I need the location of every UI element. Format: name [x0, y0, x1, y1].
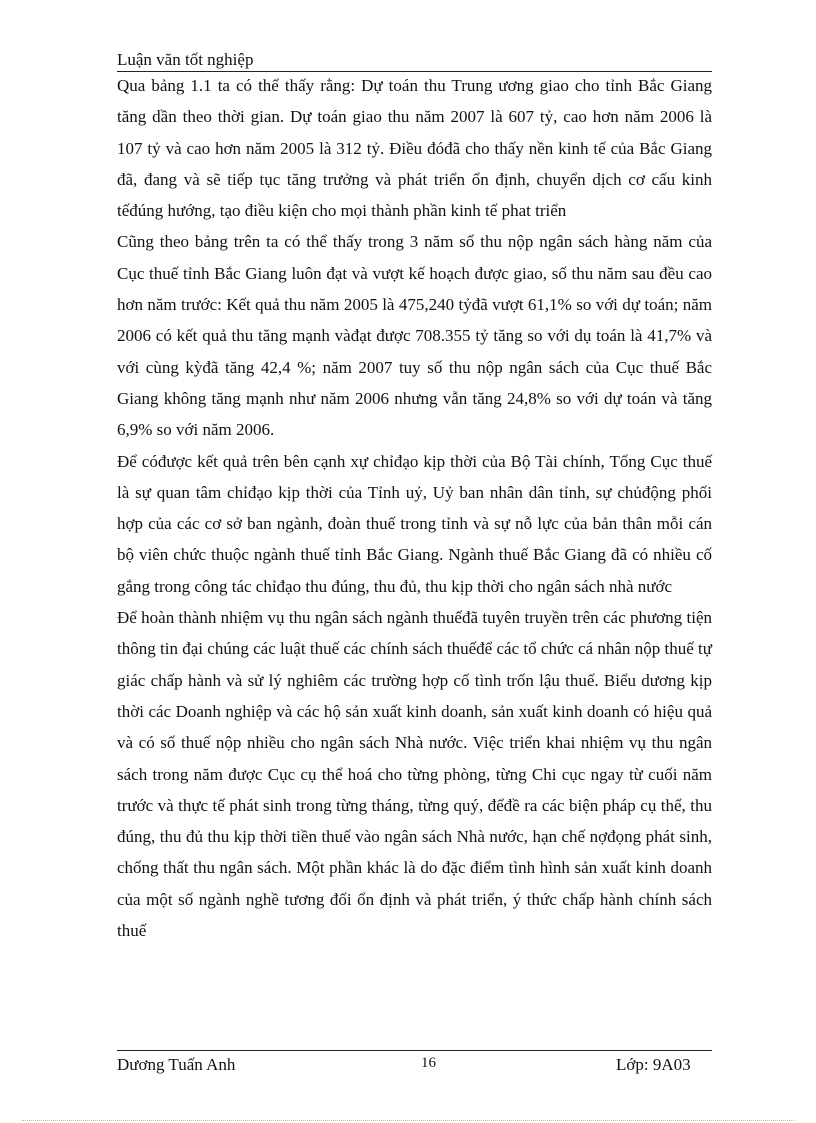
- page-number: 16: [421, 1055, 436, 1071]
- paragraph-1: Qua bảng 1.1 ta có thể thấy rằng: Dự toán thu Trung ương giao cho tỉnh Bắc Giang tăng dần theo thời gian. Dự toán giao thu năm 2007 là 607 tỷ, cao hơn năm 2006 là 107 tỷ và cao hơn năm 2005 là 312 tỷ. Điều đóđã cho thấy nền kinh tế của Bắc Giang đã, đang và sẽ tiếp tục tăng trưởng và phát triển ổn định, chuyển dịch cơ cấu kinh tếđúng hướng, tạo điều kiện cho mọi thành phần kinh tế phat triển: [117, 76, 712, 221]
- paragraph-2: Cũng theo bảng trên ta có thể thấy trong 3 năm số thu nộp ngân sách hàng năm của Cục thuế tỉnh Bắc Giang luôn đạt và vượt kế hoạch được giao, số thu năm sau đều cao hơn năm trước: Kết quả thu năm 2005 là 475,240 tỷđã vượt 61,1% so với dự toán; năm 2006 có kết quả thu tăng mạnh vàđạt được 708.355 tỷ tăng so với dụ toán là 41,7% và với cùng kỳđã tăng 42,4 %; năm 2007 tuy số thu nộp ngân sách của Cục thuế Bắc Giang không tăng mạnh như năm 2006 nhưng vẫn tăng 24,8% so với dự toán và tăng 6,9% so với năm 2006.: [117, 232, 712, 440]
- paragraph-3: Để cóđược kết quả trên bên cạnh xự chỉđạo kịp thời của Bộ Tài chính, Tổng Cục thuế là sự quan tâm chỉđạo kịp thời của Tỉnh uỷ, Uỷ ban nhân dân tỉnh, sự chủđộng phối hợp của các cơ sở ban ngành, đoàn thuế trong tỉnh và sự nỗ lực của bản thân mỗi cán bộ viên chức thuộc ngành thuế tỉnh Bắc Giang. Ngành thuế Bắc Giang đã có nhiều cố gắng trong công tác chỉđạo thu đúng, thu đủ, thu kịp thời cho ngân sách nhà nước: [117, 451, 712, 596]
- body-text: [117, 70, 712, 946]
- footer-class-label: Lớp: 9A03: [616, 1055, 691, 1074]
- paragraph-4: Để hoàn thành nhiệm vụ thu ngân sách ngành thuếđã tuyên truyền trên các phương tiện thông tin đại chúng các luật thuế các chính sách thuếđể các tổ chức cá nhân nộp thuế tự giác chấp hành và sử lý nghiêm các trường hợp cố tình trốn lậu thuế. Biểu dương kịp thời các Doanh nghiệp và các hộ sản xuất kinh doanh, sản xuất kinh doanh có hiệu quả và có số thuế nộp nhiều cho ngân sách Nhà nước. Việc triển khai nhiệm vụ thu ngân sách trong năm được Cục cụ thể hoá cho từng phòng, từng Chi cục ngay từ cuối năm trước và thực tế phát sinh trong từng tháng, từng quý, đểđề ra các biện pháp cụ thể, thu đúng, thu đủ thu kịp thời tiền thuế vào ngân sách Nhà nước, hạn chế nợđọng phát sinh, chống thất thu ngân sách. Một phần khác là do đặc điểm tình hình sản xuất kinh doanh của một số ngành nghề tương đối ổn định và phát triển, ý thức chấp hành chính sách thuế: [117, 608, 712, 941]
- footer-divider: [117, 1050, 712, 1051]
- footer-author: Dương Tuấn Anh: [117, 1055, 236, 1074]
- header-title: Luận văn tốt nghiệp: [117, 50, 254, 69]
- page-edge-divider: [22, 1120, 794, 1121]
